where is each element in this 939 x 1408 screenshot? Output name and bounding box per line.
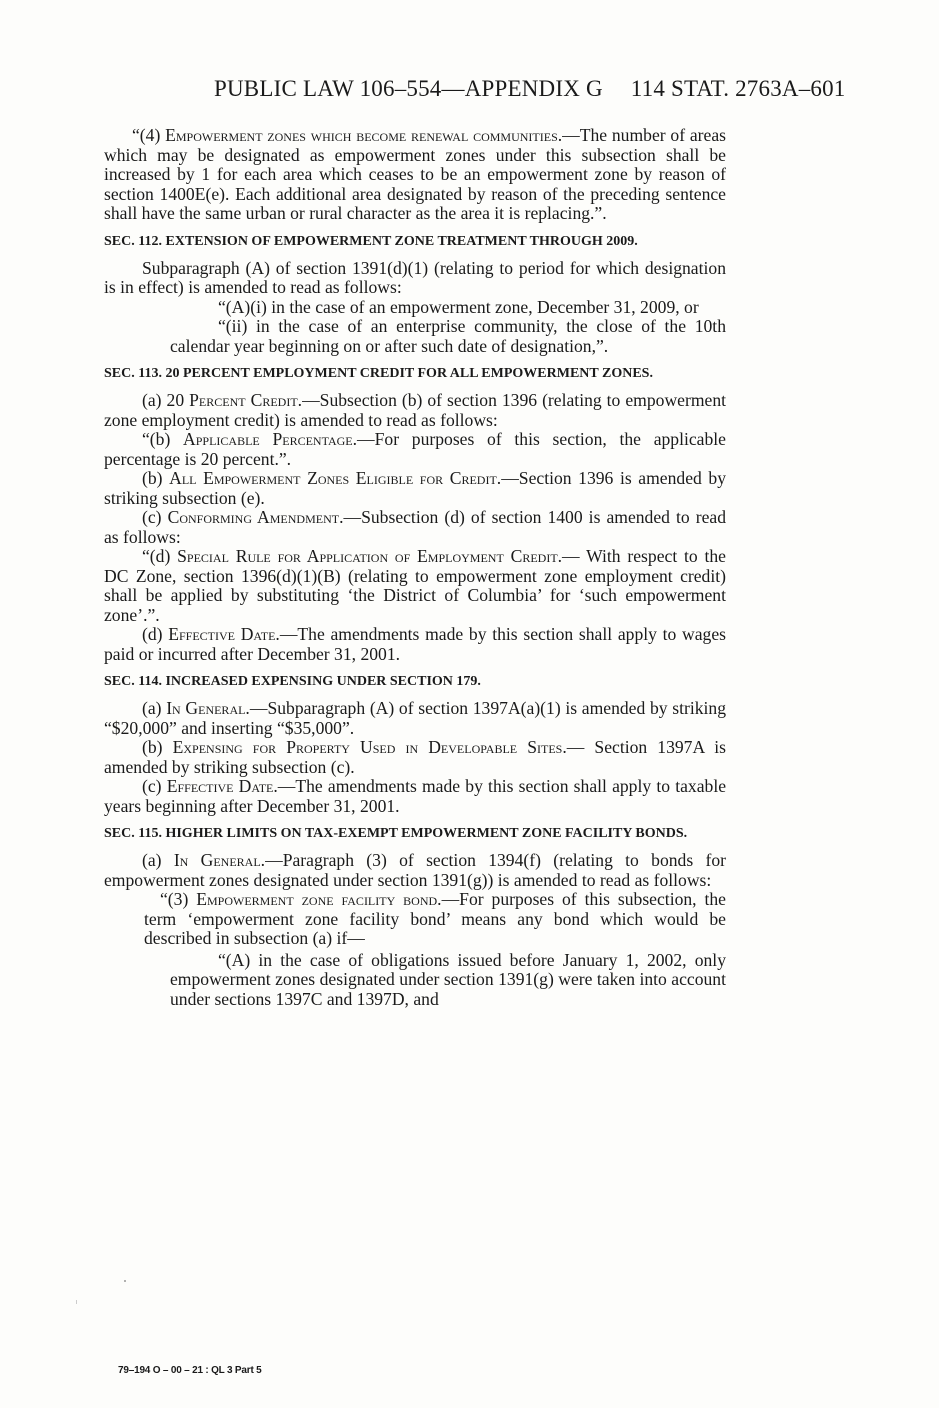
print-job-footer: 79–194 O – 00 – 21 : QL 3 Part 5	[118, 1365, 262, 1376]
section-113-c-heading: Conforming Amendment.	[167, 507, 344, 527]
section-115-quote-3-heading: Empowerment zone facility bond.	[196, 889, 442, 909]
paragraph-4: “(4) Empowerment zones which become renewal communities.—The number of areas which may be designated as empowerment zones under this subsection shall be increased by 1 for each area which ceases to be an empowerment zone by reason of section 1400E(e). Each additional area designated by reason of the preceding sentence shall have the same urban or rural character as the area it is replacing.”.	[104, 125, 726, 223]
section-113-d: (d) Effective Date.—The amendments made by this section shall apply to wages paid or incurred after December 31, 2001.	[104, 624, 727, 664]
section-115-heading: SEC. 115. HIGHER LIMITS ON TAX-EXEMPT EMPOWERMENT ZONE FACILITY BONDS.	[104, 826, 688, 841]
section-112-intro: Subparagraph (A) of section 1391(d)(1) (relating to period for which designation is in effect) is amended to read as follows:	[104, 257, 726, 297]
section-113-b-quote-heading: Applicable Percentage.	[183, 429, 358, 449]
section-113-heading: SEC. 113. 20 PERCENT EMPLOYMENT CREDIT FOR ALL EMPOWERMENT ZONES.	[104, 366, 653, 381]
section-115-a: (a) In General.—Paragraph (3) of section 1394(f) (relating to bonds for empowerment zones designated under section 1391(g)) is amended to read as follows:	[104, 850, 726, 890]
section-113-a: (a) 20 Percent Credit.—Subsection (b) of section 1396 (relating to empowerment zone employment credit) is amended to read as follows:	[104, 390, 727, 430]
section-113-b: (b) All Empowerment Zones Eligible for Credit.—Section 1396 is amended by striking subsection (e).	[104, 468, 726, 508]
section-115-quote-A: “(A) in the case of obligations issued before January 1, 2002, only empowerment zones designated under section 1391(g) were taken into account under sections 1397C and 1397D, and	[170, 949, 726, 1009]
section-113-d-quote-heading: Special Rule for Application of Employment Credit.	[177, 546, 563, 566]
section-114-a-heading: In General.	[166, 698, 250, 718]
paragraph-4-text: —The number of areas which may be designated as empowerment zones under this subsection shall be increased by 1 for each area which ceases to be an empowerment zone by reason of section 1400E(e). Each additional area designated by reason of the preceding sentence shall have the same urban or rural character as the area it is replacing.”.	[104, 125, 726, 223]
print-speck	[124, 1280, 126, 1282]
section-114-c: (c) Effective Date.—The amendments made by this section shall apply to taxable years beginning after December 31, 2001.	[104, 776, 727, 816]
section-112-clause-b: “(ii) in the case of an enterprise community, the close of the 10th calendar year beginning on or after such date of designation,”.	[170, 316, 726, 356]
section-112-clause-a: “(A)(i) in the case of an empowerment zone, December 31, 2009, or	[218, 296, 699, 317]
section-114-c-heading: Effective Date.	[166, 776, 278, 796]
section-115-a-heading: In General.	[173, 850, 266, 870]
running-header	[214, 76, 874, 102]
section-113-c: (c) Conforming Amendment.—Subsection (d) of section 1400 is amended to read as follows:	[104, 507, 726, 547]
section-112-heading: SEC. 112. EXTENSION OF EMPOWERMENT ZONE TREATMENT THROUGH 2009.	[104, 233, 638, 249]
section-113-b-heading: All Empowerment Zones Eligible for Credit.	[169, 468, 502, 488]
header-stat-citation: 114 STAT. 2763A–601	[630, 76, 846, 101]
section-114-a: (a) In General.—Subparagraph (A) of section 1397A(a)(1) is amended by striking “$20,000” and inserting “$35,000”.	[104, 698, 726, 738]
paragraph-4-heading: Empowerment zones which become renewal communities.	[165, 125, 563, 145]
section-114-b-heading: Expensing for Property Used in Developable Sites.	[172, 737, 567, 757]
section-113-a-heading: Percent Credit.	[189, 390, 303, 410]
section-113-d-quote: “(d) Special Rule for Application of Employment Credit.— With respect to the DC Zone, section 1396(d)(1)(B) (relating to empowerment zone employment credit) shall be applied by substituting ‘the District of Columbia’ for ‘such empowerment zone’.”.	[104, 546, 726, 625]
document-body	[104, 126, 726, 1009]
section-114-heading: SEC. 114. INCREASED EXPENSING UNDER SECTION 179.	[104, 674, 481, 689]
section-113-b-quote: “(b) Applicable Percentage.—For purposes of this section, the applicable percentage is 20 percent.”.	[104, 429, 726, 469]
header-title: PUBLIC LAW 106–554—APPENDIX G	[214, 76, 603, 101]
section-115-quote-3: “(3) Empowerment zone facility bond.—For purposes of this subsection, the term ‘empowerment zone facility bond’ means any bond which would be described in subsection (a) if—	[144, 889, 726, 948]
section-113-d-heading: Effective Date.	[168, 624, 280, 644]
section-114-b: (b) Expensing for Property Used in Developable Sites.— Section 1397A is amended by striking subsection (c).	[104, 737, 727, 777]
print-speck	[76, 1300, 77, 1304]
